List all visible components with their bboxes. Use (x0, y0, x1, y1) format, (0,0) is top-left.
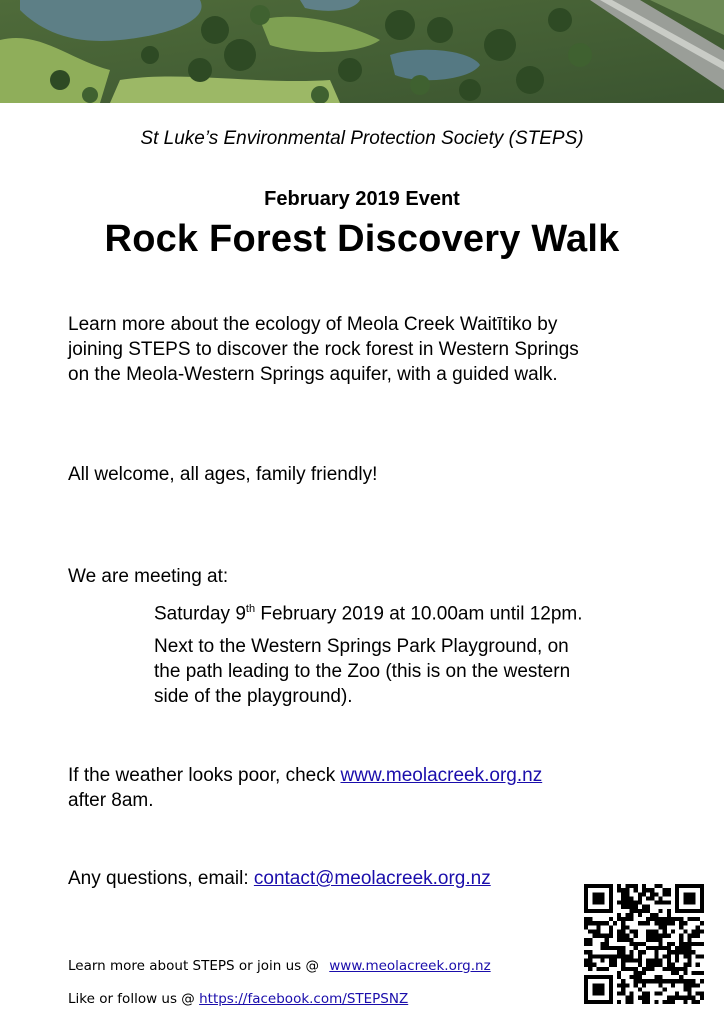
footer-learn-prefix: Learn more about STEPS or join us @ (68, 958, 319, 974)
location-line: the path leading to the Zoo (this is on the western (154, 661, 571, 682)
intro-line: on the Meola-Western Springs aquifer, with a guided walk. (68, 364, 558, 385)
footer-website-link[interactable]: www.meolacreek.org.nz (329, 958, 491, 974)
meeting-location (154, 634, 654, 709)
footer-follow-prefix: Like or follow us @ (68, 991, 200, 1007)
questions-line (68, 866, 668, 891)
footer-follow-line (68, 991, 588, 1007)
intro-paragraph (68, 312, 668, 387)
location-line: side of the playground). (154, 686, 353, 707)
qr-code-icon[interactable] (584, 884, 704, 1004)
intro-line: Learn more about the ecology of Meola Creek Waitītiko by (68, 314, 558, 335)
weather-prefix: If the weather looks poor, check (68, 765, 341, 786)
event-date-heading: February 2019 Event (264, 188, 460, 210)
meeting-time-prefix: Saturday 9 (154, 603, 246, 625)
aerial-park-photo (0, 0, 724, 103)
intro-line: joining STEPS to discover the rock forest in Western Springs (68, 339, 579, 360)
qr-code-graphic (584, 884, 704, 1004)
meeting-heading: We are meeting at: (68, 566, 229, 587)
meeting-time-suffix: February 2019 at 10.00am until 12pm. (255, 603, 583, 625)
meeting-time-ordinal: th (245, 603, 256, 615)
facebook-link[interactable]: https://facebook.com/STEPSNZ (199, 991, 409, 1007)
welcome-text: All welcome, all ages, family friendly! (68, 464, 378, 485)
questions-prefix: Any questions, email: (68, 868, 254, 889)
event-title: Rock Forest Discovery Walk (104, 218, 620, 260)
meeting-time (154, 597, 654, 626)
website-link[interactable]: www.meolacreek.org.nz (340, 765, 543, 786)
banner-image (0, 0, 724, 103)
footer-learn-line (68, 958, 588, 974)
weather-line2: after 8am. (68, 790, 154, 811)
email-link[interactable]: contact@meolacreek.org.nz (253, 868, 491, 889)
location-line: Next to the Western Springs Park Playground, on (154, 636, 569, 657)
weather-note (68, 763, 668, 813)
organisation-name: St Luke’s Environmental Protection Society (STEPS) (140, 128, 584, 149)
